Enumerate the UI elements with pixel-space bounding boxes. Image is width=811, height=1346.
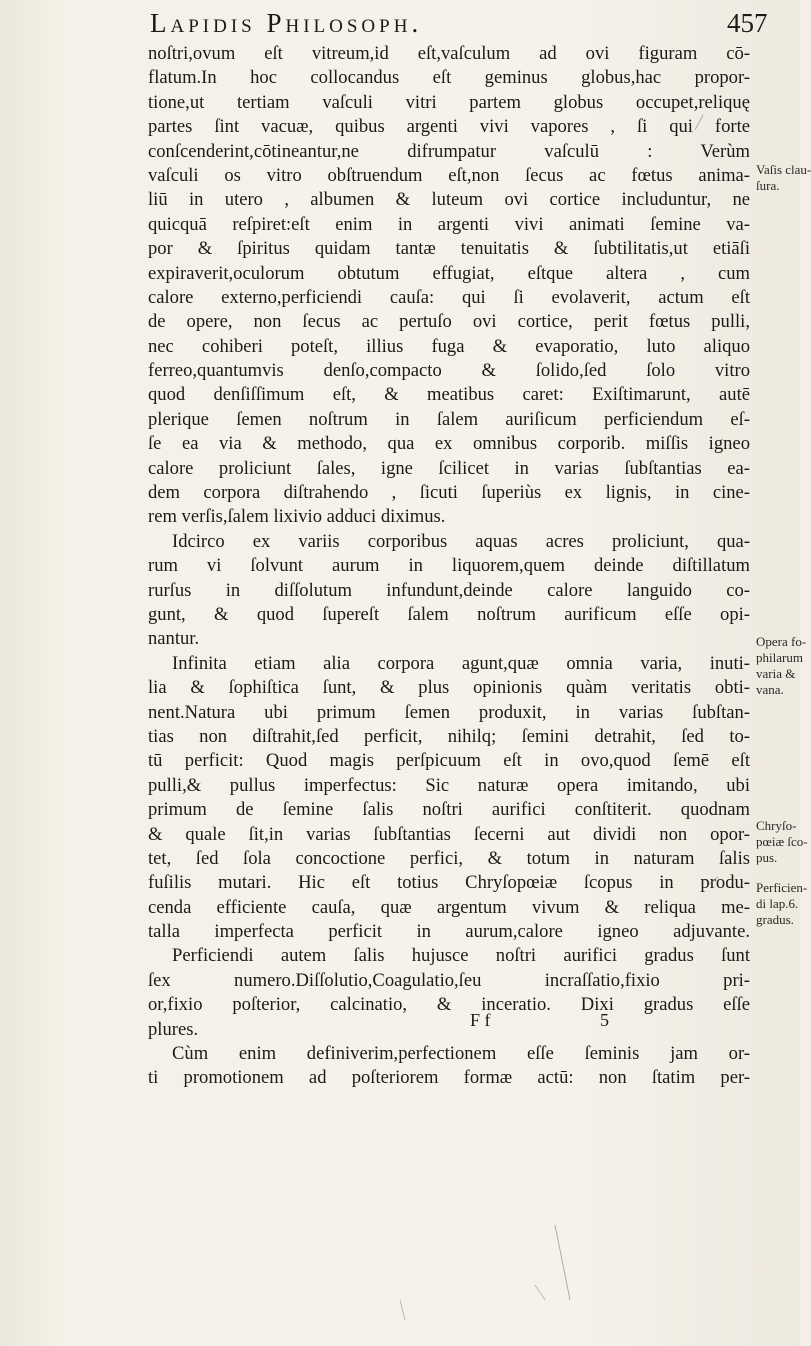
- text-line: ti promotionem ad poſteriorem formæ actū: non ſtatim per-: [148, 1067, 750, 1089]
- text-line: nent.Natura ubi primum ſemen produxit, in varias ſubſtan-: [148, 701, 750, 723]
- text-line: gunt, & quod ſupereſt ſalem noſtrum aurificum eſſe opi-: [148, 603, 750, 625]
- text-line: rem verſis,ſalem lixivio adduci diximus.: [148, 506, 446, 528]
- text-line: pulli,& pullus imperfectus: Sic naturæ opera imitando, ubi: [148, 774, 750, 796]
- margin-note-line: Perficien-: [756, 880, 808, 895]
- margin-note-line: varia &: [756, 666, 796, 681]
- text-line: tione,ut tertiam vaſculi vitri partem globus occupet,reliquę: [148, 91, 750, 113]
- text-line: quod denſiſſimum eſt, & meatibus caret: Exiſtimarunt, autē: [148, 384, 750, 406]
- text-line: por & ſpiritus quidam tantæ tenuitatis & ſubtilitatis,ut etiāſi: [148, 238, 750, 260]
- text-line: calore externo,perficiendi cauſa: qui ſi evolaverit, actum eſt: [148, 286, 750, 308]
- text-line: cenda efficiente cauſa, quæ argentum vivum & reliqua me-: [148, 896, 750, 918]
- text-line: tū perficit: Quod magis perſpicuum eſt in ovo,quod ſemē eſt: [148, 750, 750, 772]
- text-line: plures.: [148, 1018, 199, 1040]
- text-line: nec cohiberi poteſt, illius fuga & evaporatio, luto aliquo: [148, 335, 750, 357]
- margin-stroke: [535, 1285, 545, 1300]
- margin-note-line: Vaſis clau-: [756, 162, 811, 177]
- text-line: & quale ſit,in varias ſubſtantias ſecerni aut dividi non opor-: [148, 823, 750, 845]
- text-line: ferreo,quantumvis denſo,compacto & ſolido,ſed ſolo vitro: [148, 360, 750, 382]
- text-line: Cùm enim definiverim,perfectionem eſſe ſeminis jam or-: [172, 1043, 750, 1065]
- text-line: conſcenderint,cōtineantur,ne difrumpatur vaſculū : Verùm: [148, 140, 750, 162]
- margin-note-line: vana.: [756, 682, 784, 697]
- margin-note-line: gradus.: [756, 912, 794, 927]
- text-line: primum de ſemine ſalis noſtri aurifici conſtiterit. quodnam: [148, 799, 750, 821]
- text-line: tet, ſed ſola concoctione perfici, & totum in naturam ſalis: [148, 847, 750, 869]
- text-line: ſe ea via & methodo, qua ex omnibus corporib. miſſis igneo: [148, 433, 750, 455]
- margin-note-line: Chryſo-: [756, 818, 797, 833]
- text-line: Perficiendi autem ſalis hujusce noſtri aurifici gradus ſunt: [172, 945, 750, 967]
- margin-note-perfecting-degrees: [756, 880, 808, 928]
- margin-note-vessel-sealing: [756, 162, 811, 194]
- page-number: 457: [727, 8, 768, 38]
- margin-note-line: di lap.6.: [756, 896, 799, 911]
- text-line: Idcirco ex variis corporibus aquas acres proliciunt, qua-: [172, 530, 750, 552]
- text-line: plerique ſemen noſtrum in ſalem auriſicum perficiendum eſ-: [148, 408, 750, 430]
- text-line: liū in utero , albumen & luteum ovi cortice includuntur, ne: [148, 189, 750, 211]
- margin-stroke: [555, 1225, 570, 1300]
- text-line: lia & ſophiſtica ſunt, & plus opinionis quàm veritatis obti-: [148, 677, 750, 699]
- margin-note-chrysopoeia-aim: [756, 818, 808, 866]
- catchword: 5: [600, 1010, 609, 1030]
- margin-note-line: ſura.: [756, 178, 780, 193]
- text-line: partes ſint vacuæ, quibus argenti vivi vapores , ſi qui forte: [148, 116, 750, 138]
- margin-note-line: philarum: [756, 650, 803, 665]
- margin-note-line: pœiæ ſco-: [756, 834, 808, 849]
- text-line: talla imperfecta perficit in aurum,calore igneo adjuvante.: [148, 921, 750, 943]
- page-header: [0, 6, 800, 40]
- text-line: tias non diſtrahit,ſed perficit, nihilq; ſemini detrahit, ſed to-: [148, 725, 750, 747]
- text-line: de opere, non ſecus ac pertuſo ovi cortice, perit fœtus pulli,: [148, 311, 750, 333]
- text-line: or,fixio poſterior, calcinatio, & inceratio. Dixi gradus eſſe: [148, 994, 750, 1016]
- signature-mark: F f: [470, 1010, 491, 1030]
- margin-note-sophists-works: [756, 634, 807, 698]
- text-line: ſex numero.Diſſolutio,Coagulatio,ſeu incraſſatio,fixio pri-: [148, 969, 750, 991]
- running-title: Lapidis Philosoph.: [150, 8, 423, 38]
- text-line: noſtri,ovum eſt vitreum,id eſt,vaſculum ad ovi figuram cō-: [148, 43, 750, 64]
- text-line: vaſculi os vitro obſtruendum eſt,non ſecus ac fœtus anima-: [148, 164, 750, 186]
- margin-stroke: [400, 1300, 405, 1320]
- text-line: nantur.: [148, 628, 200, 650]
- text-line: rurſus in diſſolutum infundunt,deinde calore languido co-: [148, 579, 750, 601]
- text-line: Infinita etiam alia corpora agunt,quæ omnia varia, inuti-: [172, 652, 750, 674]
- page-footer: [0, 1010, 800, 1034]
- margin-note-line: Opera fo-: [756, 634, 807, 649]
- text-line: fuſilis mutari. Hic eſt totius Chryſopœiæ ſcopus in produ-: [148, 872, 750, 894]
- margin-note-line: pus.: [756, 850, 778, 865]
- text-line: expiraverit,oculorum obtutum effugiat, eſtque altera , cum: [148, 262, 750, 284]
- text-line: quicquā reſpiret:eſt enim in argenti vivi animati ſemine va-: [148, 213, 750, 235]
- text-line: flatum.In hoc collocandus eſt geminus globus,hac propor-: [148, 67, 750, 89]
- body-text: [148, 42, 750, 1091]
- text-line: rum vi ſolvunt aurum in liquorem,quem deinde diſtillatum: [148, 555, 750, 577]
- text-line: calore proliciunt ſales, igne ſcilicet in varias ſubſtantias ea-: [148, 457, 750, 479]
- text-line: dem corpora diſtrahendo , ſicuti ſuperiùs ex lignis, in cine-: [148, 482, 750, 504]
